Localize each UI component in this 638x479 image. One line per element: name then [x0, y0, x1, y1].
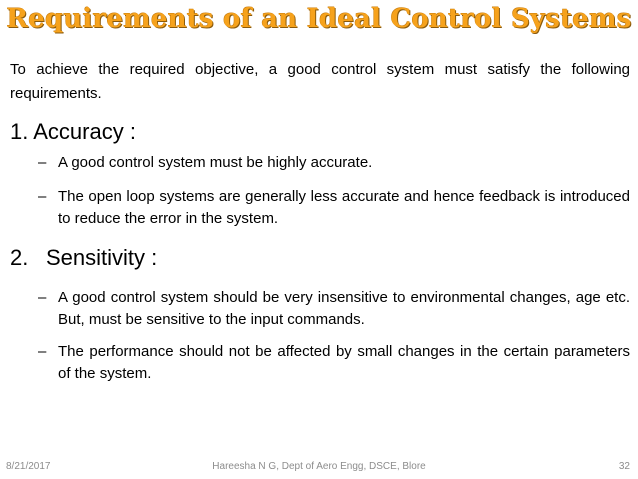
- intro-paragraph: To achieve the required objective, a good control system must satisfy the following requirements.: [10, 61, 630, 102]
- section-label: Sensitivity :: [46, 245, 158, 270]
- bullet-item: [38, 152, 630, 174]
- section-heading-sensitivity: [10, 244, 157, 272]
- bullet-text: The open loop systems are generally less accurate and hence feedback is introduced to reduce the error in the system.: [58, 188, 630, 227]
- bullet-dash: –: [38, 343, 47, 360]
- bullet-item: [38, 341, 630, 385]
- footer-date: 8/21/2017: [6, 461, 51, 472]
- footer-author: Hareesha N G, Dept of Aero Engg, DSCE, Blore: [212, 461, 426, 472]
- section-heading-accuracy: 1. Accuracy :: [10, 119, 136, 144]
- section-number: 2.: [10, 245, 29, 270]
- bullet-text: The performance should not be affected by small changes in the certain parameters of the system.: [58, 343, 630, 382]
- bullet-dash: –: [38, 154, 47, 171]
- slide-title: Requirements of an Ideal Control Systems: [6, 4, 632, 34]
- bullet-item: [38, 186, 630, 230]
- bullet-dash: –: [38, 289, 47, 306]
- bullet-dash: –: [38, 188, 47, 205]
- bullet-text: A good control system should be very insensitive to environmental changes, age etc. But, must be sensitive to the input commands.: [58, 289, 630, 328]
- footer-page-number: 32: [618, 461, 630, 472]
- bullet-text: A good control system must be highly accurate.: [58, 154, 373, 171]
- bullet-item: [38, 287, 630, 331]
